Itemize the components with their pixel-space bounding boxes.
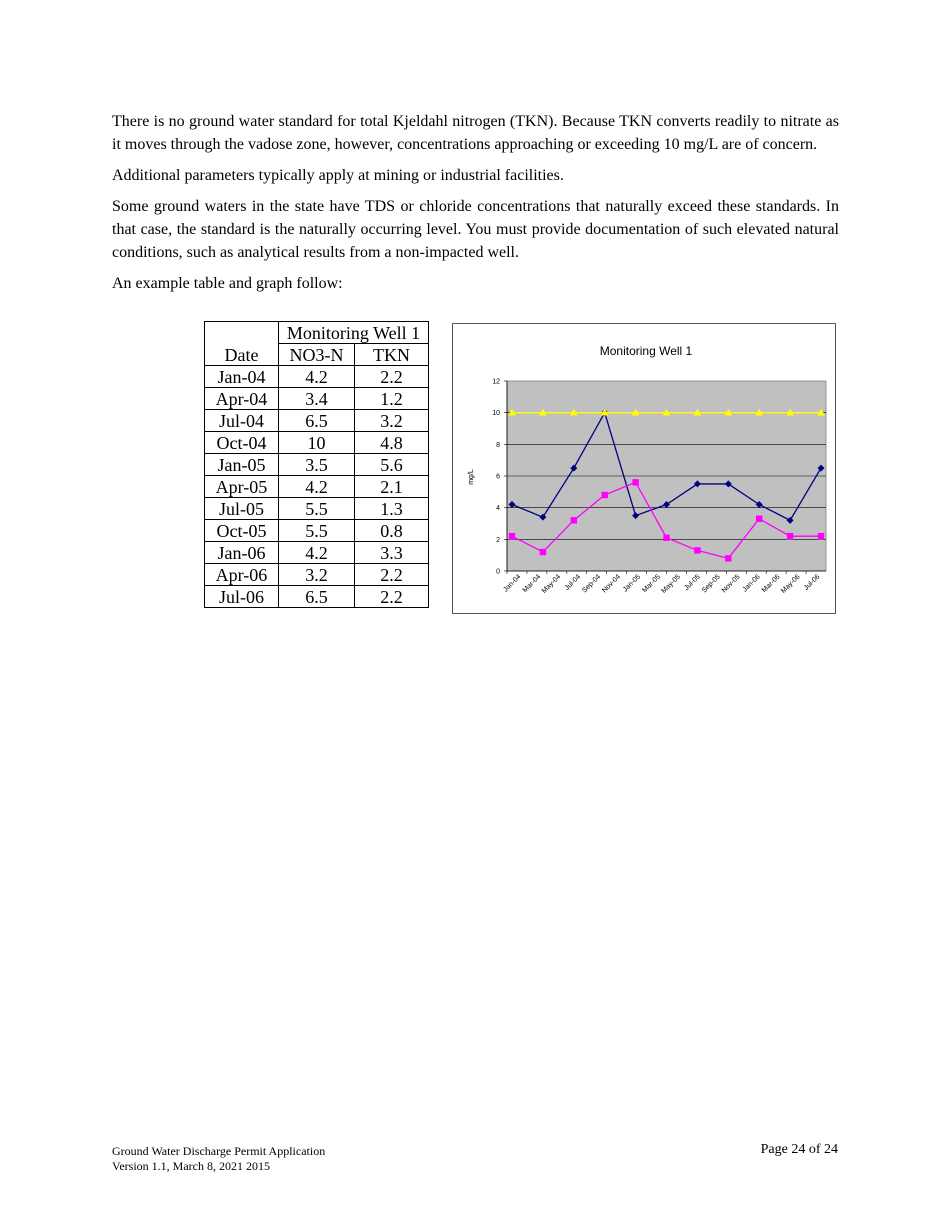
- table-cell-tkn: 1.3: [355, 498, 429, 520]
- x-tick-label: Mar-06: [760, 573, 782, 595]
- x-tick-label: Jan-06: [741, 573, 762, 594]
- table-cell-no3n: 5.5: [279, 520, 355, 542]
- table-cell-no3n: 5.5: [279, 498, 355, 520]
- x-tick-label: Sep-05: [700, 573, 722, 595]
- table-cell-date: Jul-04: [205, 410, 279, 432]
- table-row: [205, 432, 429, 454]
- paragraph-example-intro: An example table and graph follow:: [112, 275, 343, 292]
- y-tick-label: 12: [492, 378, 500, 386]
- footer-version: Version 1.1, March 8, 2021 2015: [112, 1159, 270, 1173]
- y-tick-label: 0: [496, 568, 500, 576]
- table-row: [205, 454, 429, 476]
- table-cell-no3n: 4.2: [279, 366, 355, 388]
- x-tick-label: Jan-04: [502, 573, 523, 594]
- table-row: [205, 366, 429, 388]
- table-row: [205, 520, 429, 542]
- table-cell-tkn: 0.8: [355, 520, 429, 542]
- table-cell-no3n: 6.5: [279, 410, 355, 432]
- body-text: [112, 110, 839, 301]
- y-axis-label: mg/L: [468, 469, 475, 485]
- table-cell-tkn: 1.2: [355, 388, 429, 410]
- x-tick-label: Sep-04: [581, 573, 603, 595]
- monitoring-table: [204, 321, 429, 608]
- table-cell-date: Apr-04: [205, 388, 279, 410]
- paragraph-natural-levels: Some ground waters in the state have TDS or chloride concentrations that naturally exceed these standards. In that case, the standard is the naturally occurring level. You must provide documentation of such elevated natural conditions, such as analytical results from a non-impacted well.: [112, 198, 839, 261]
- y-tick-label: 2: [496, 536, 500, 544]
- x-tick-label: Jul-05: [683, 573, 702, 592]
- table-cell-no3n: 4.2: [279, 476, 355, 498]
- table-row: [205, 476, 429, 498]
- data-point-tkn: [818, 533, 824, 539]
- data-point-tkn: [725, 555, 731, 561]
- chart-svg: [453, 324, 837, 615]
- x-tick-label: Jan-05: [621, 573, 643, 594]
- x-tick-label: Jul-06: [803, 573, 822, 592]
- data-point-tkn: [787, 533, 793, 539]
- table-cell-date: Jul-06: [205, 586, 279, 608]
- table-header-row: [205, 344, 429, 366]
- page-number: Page 24 of 24: [760, 1142, 838, 1157]
- y-tick-label: 8: [496, 441, 500, 449]
- table-cell-no3n: 3.4: [279, 388, 355, 410]
- footer-title: Ground Water Discharge Permit Application: [112, 1144, 326, 1158]
- table-cell-no3n: 10: [279, 432, 355, 454]
- table-cell-no3n: 3.5: [279, 454, 355, 476]
- table-group-header: Monitoring Well 1: [279, 322, 429, 344]
- table-cell-tkn: 5.6: [355, 454, 429, 476]
- table-header-date: Date: [205, 344, 279, 366]
- table-cell-tkn: 2.1: [355, 476, 429, 498]
- x-tick-label: Nov-05: [720, 573, 742, 595]
- table-row: [205, 388, 429, 410]
- x-tick-label: Mar-04: [521, 573, 543, 595]
- data-point-tkn: [694, 547, 700, 553]
- table-row: [205, 564, 429, 586]
- table-cell-no3n: 6.5: [279, 586, 355, 608]
- x-tick-label: May-05: [660, 573, 682, 595]
- table-row: [205, 586, 429, 608]
- table-row: [205, 410, 429, 432]
- table-cell-date: Jan-06: [205, 542, 279, 564]
- table-cell-tkn: 2.2: [355, 564, 429, 586]
- data-point-tkn: [663, 535, 669, 541]
- paragraph-tkn: There is no ground water standard for total Kjeldahl nitrogen (TKN). Because TKN converts readily to nitrate as it moves through the vadose zone, however, concentrations approaching or exceeding 10 mg/L are of concern.: [112, 113, 839, 153]
- data-point-tkn: [602, 492, 608, 498]
- table-cell-tkn: 4.8: [355, 432, 429, 454]
- x-tick-label: May-06: [780, 573, 802, 595]
- table-cell-tkn: 2.2: [355, 586, 429, 608]
- data-point-tkn: [632, 479, 638, 485]
- table-cell-tkn: 2.2: [355, 366, 429, 388]
- table-cell-date: Apr-05: [205, 476, 279, 498]
- table-cell-date: Apr-06: [205, 564, 279, 586]
- y-tick-label: 4: [496, 505, 500, 513]
- x-tick-label: Nov-04: [601, 573, 623, 595]
- table-cell-date: Jan-05: [205, 454, 279, 476]
- y-tick-label: 10: [492, 410, 500, 418]
- paragraph-additional: Additional parameters typically apply at mining or industrial facilities.: [112, 167, 564, 184]
- data-point-tkn: [509, 533, 515, 539]
- data-point-tkn: [571, 517, 577, 523]
- table-cell-tkn: 3.3: [355, 542, 429, 564]
- table-cell-date: Jan-04: [205, 366, 279, 388]
- x-tick-label: Jul-04: [563, 573, 583, 592]
- table-cell-no3n: 3.2: [279, 564, 355, 586]
- table-group-header-row: [205, 322, 429, 344]
- table-cell-no3n: 4.2: [279, 542, 355, 564]
- table-cell-date: Oct-05: [205, 520, 279, 542]
- x-tick-label: Mar-05: [641, 573, 662, 595]
- data-point-tkn: [756, 516, 762, 522]
- table-row: [205, 542, 429, 564]
- line-chart: [452, 323, 836, 614]
- table-cell-tkn: 3.2: [355, 410, 429, 432]
- table-corner-cell: [205, 322, 279, 344]
- table-row: [205, 498, 429, 520]
- table-cell-date: Oct-04: [205, 432, 279, 454]
- footer-left: [112, 1144, 325, 1174]
- table-header-tkn: TKN: [355, 344, 429, 366]
- chart-title: Monitoring Well 1: [599, 344, 693, 358]
- table-header-no3n: NO3-N: [279, 344, 355, 366]
- data-point-tkn: [540, 549, 546, 555]
- y-tick-label: 6: [496, 473, 500, 481]
- table-cell-date: Jul-05: [205, 498, 279, 520]
- x-tick-label: May-04: [540, 573, 563, 595]
